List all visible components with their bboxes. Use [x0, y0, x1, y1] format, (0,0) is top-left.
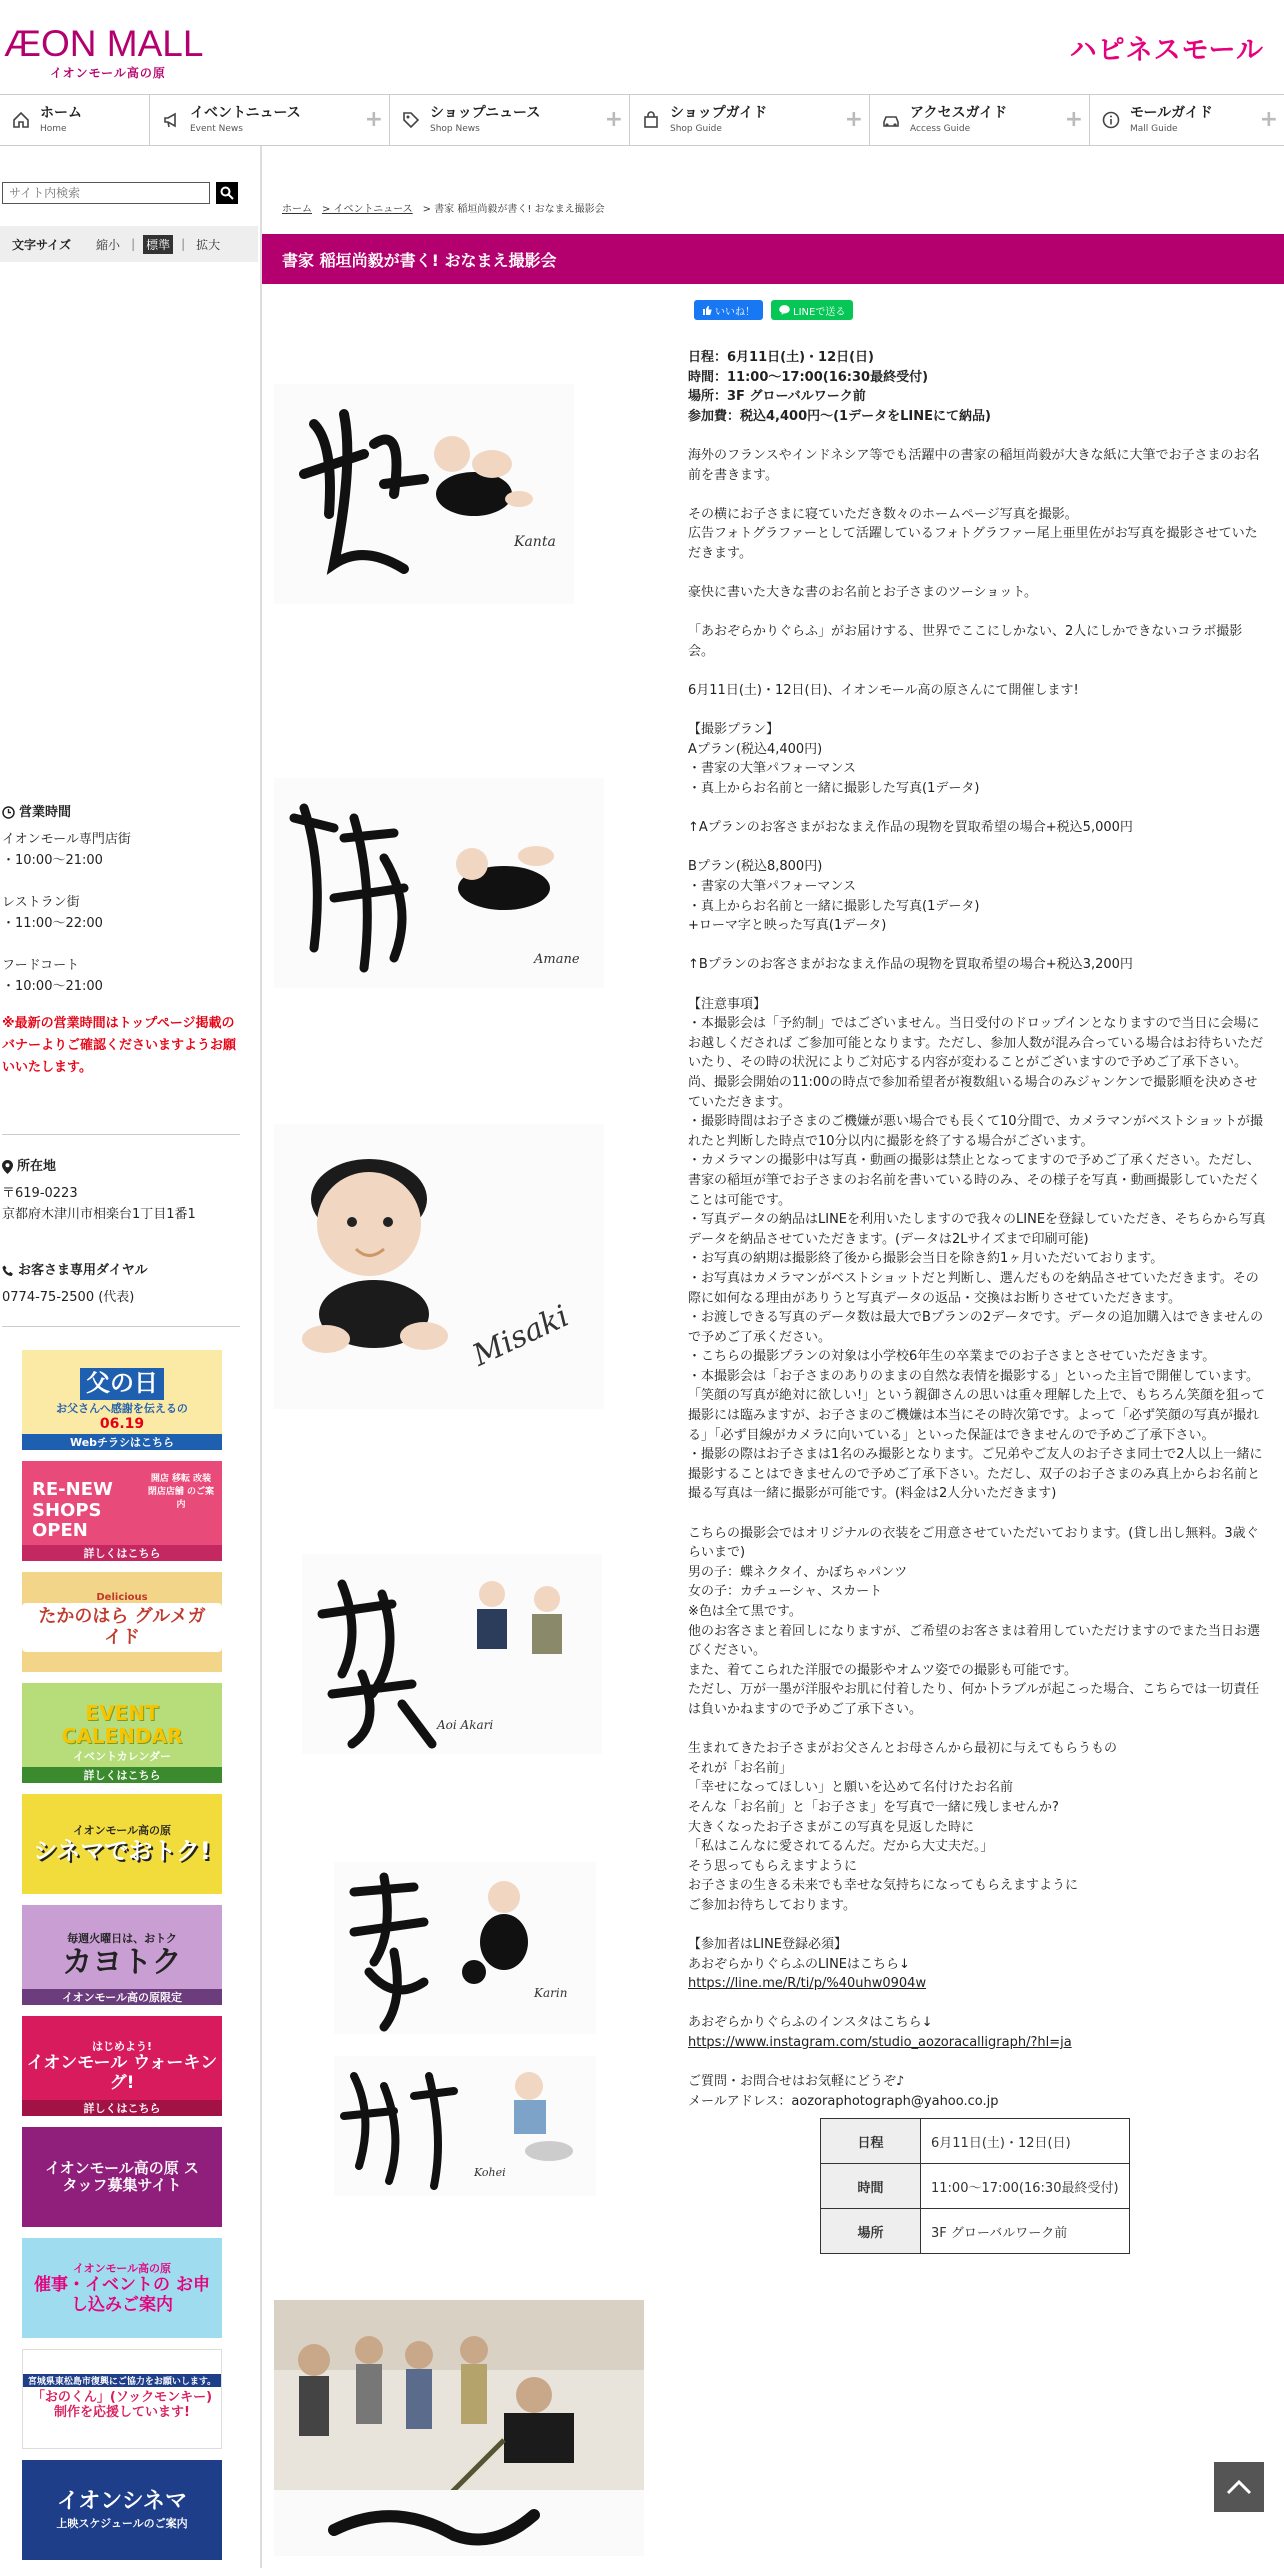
tag-icon	[400, 109, 422, 131]
spacer	[688, 1994, 1268, 2014]
table-key: 時間	[821, 2164, 921, 2209]
font-size-control	[0, 226, 258, 262]
phone-number[interactable]: 0774-75-2500 (代表)	[2, 1290, 135, 1305]
banner-link: 詳しくはこちら	[22, 1767, 222, 1783]
staff-recruit-banner[interactable]	[22, 2127, 222, 2227]
event-calendar-banner[interactable]	[22, 1683, 222, 1783]
article-line: ・真上からお名前と一緒に撮影した写真(1データ)	[688, 898, 980, 914]
spacer	[688, 936, 1268, 956]
article-body	[688, 348, 1268, 2111]
spacer	[688, 1504, 1268, 1524]
article-line: 生まれてきたお子さまがお父さんとお母さんから最初に与えてもらうもの	[688, 1741, 1118, 1757]
plus-icon: +	[844, 107, 863, 132]
nav-item-shop-guide[interactable]	[630, 95, 870, 145]
event-detail-line: 日程：6月11日(土)・12日(日)	[688, 350, 874, 365]
plus-icon: +	[364, 107, 383, 132]
info-icon	[1100, 109, 1122, 131]
banner-title: EVENT CALENDAR	[61, 1701, 183, 1748]
article-line: ↑Bプランのお客さまがおなまえ作品の現物を買取希望の場合+税込3,200円	[688, 957, 1133, 973]
breadcrumb	[282, 200, 605, 215]
hours-name: レストラン街	[2, 895, 80, 910]
article-line: 豪快に書いた大きな書のお名前とお子さまのツーショット。	[688, 585, 1038, 601]
article-line: あおぞらかりぐらふのLINEはこちら↓	[688, 1956, 910, 1972]
global-nav	[0, 94, 1284, 146]
kayotoku-banner[interactable]	[22, 1905, 222, 2005]
hours-notice: ※最新の営業時間はトップページ掲載のバナーよりご確認くださいますようお願いいたします。	[2, 1016, 237, 1075]
search-button[interactable]	[216, 182, 238, 204]
banner-link: イオンモール高の原限定	[22, 1989, 222, 2005]
table-row	[821, 2164, 1130, 2209]
event-photo	[274, 2300, 644, 2556]
aeon-cinema-banner[interactable]	[22, 2460, 222, 2560]
article-line: ・本撮影会は「お子さまのありのままの自然な表情を撮影する」といった主旨で開催しています。「笑顔の写真が絶対に欲しい!」という親御さんの思いは重々理解した上で、もちろん笑顔を狙って撮影には臨みますが、お子さまのご機嫌は本当にその時次第です。よって「必ず笑顔の写真が撮れる」「必ず目線がカメラに向いている」といった保証はできませんので予めご了承下さい。	[688, 1368, 1265, 1443]
banner-title: 父の日	[80, 1368, 164, 1400]
back-to-top-button[interactable]	[1214, 2462, 1264, 2512]
article-line: 【注意事項】	[688, 996, 767, 1012]
spacer	[688, 1720, 1268, 1740]
banner-title: イオンモール高の原 スタッフ募集サイト	[45, 2158, 199, 2194]
article-line: 海外のフランスやインドネシア等でも活躍中の書家の稲垣尚毅が大きな紙に大筆でお子さまのお名前を書きます。	[688, 447, 1260, 483]
separator: |	[181, 237, 186, 251]
banner-sub: 宮城県東松島市復興にご協力をお願いします。	[23, 2374, 221, 2387]
article-line: Aプラン(税込4,400円)	[688, 741, 823, 757]
nav-item-event-news[interactable]	[150, 95, 390, 145]
article-line: それが「お名前」	[688, 1760, 793, 1776]
sidebar	[0, 146, 262, 2568]
nav-item-mall-guide[interactable]	[1090, 95, 1284, 145]
table-value: 6月11日(土)・12日(日)	[921, 2119, 1130, 2164]
nav-label: ショップガイド	[670, 105, 768, 121]
breadcrumb-event-news[interactable]: > イベントニュース	[322, 204, 413, 215]
plus-icon: +	[1064, 107, 1083, 132]
nav-text	[670, 105, 767, 135]
logo-subtitle: イオンモール高の原	[50, 66, 166, 80]
photo-signature: Karin	[534, 1986, 568, 2000]
table-key: 場所	[821, 2209, 921, 2254]
nav-text	[910, 105, 1007, 135]
article-line: そんな「お名前」と「お子さま」を写真で一緒に残しませんか?	[688, 1799, 1059, 1815]
thumbs-up-icon	[702, 305, 712, 315]
event-info-table	[820, 2118, 1130, 2254]
divider	[2, 1134, 240, 1135]
walking-banner[interactable]	[22, 2016, 222, 2116]
gourmet-guide-banner[interactable]	[22, 1572, 222, 1672]
article-line: あおぞらかりぐらふのインスタはこちら↓	[688, 2015, 933, 2031]
nav-text	[1130, 105, 1213, 135]
name-photo	[274, 384, 574, 604]
cinema-deal-banner[interactable]	[22, 1794, 222, 1894]
nav-sublabel: Access Guide	[910, 124, 971, 134]
banner-title: 「おのくん」(ソックモンキー) 制作を応援しています!	[31, 2389, 213, 2420]
share-buttons	[694, 300, 853, 320]
event-detail-line: 参加費：税込4,400円～(1データをLINEにて納品)	[688, 408, 991, 424]
spacer	[688, 799, 1268, 819]
banner-sub: お父さんへ感謝を伝えるの	[56, 1401, 188, 1415]
table-value: 3F グローバルワーク前	[921, 2209, 1130, 2254]
article-line: 広告フォトグラファーとして活躍しているフォトグラファー尾上亜里佐がお写真を撮影させていただきます。	[688, 526, 1258, 561]
banner-sub: 毎週火曜日は、おトク	[67, 1931, 177, 1945]
hours-heading-label: 営業時間	[19, 805, 72, 820]
name-photo	[302, 1554, 602, 1754]
nav-label: ショップニュース	[430, 105, 541, 121]
event-detail-line: 場所：3F グローバルワーク前	[688, 389, 866, 405]
banner-sub: イオンモール高の原	[72, 2262, 171, 2276]
article-line: 「あおぞらかりぐらふ」がお届けする、世界でここにしかない、2人にしかできないコラボ撮影会。	[688, 624, 1243, 659]
search-icon	[220, 186, 234, 200]
spacer	[688, 662, 1268, 682]
line-share-button[interactable]	[771, 300, 853, 320]
facebook-like-button[interactable]	[694, 300, 763, 320]
font-size-large[interactable]: 拡大	[196, 237, 221, 252]
article-line: ・撮影の際はお子さまは1名のみ撮影となります。ご兄弟やご友人のお子さま同士で2人以上一緒に撮影することはできませんので予めご了承下さい。ただし、双子のお子さまのみ真上からお名前と撮る写真は一緒に撮影が可能です。(料金は2人分いただきます)	[688, 1447, 1263, 1502]
article-line: また、着てこられた洋服での撮影やオムツ姿での撮影も可能です。	[688, 1662, 1077, 1678]
banner-date: 06.19	[99, 1415, 145, 1432]
spacer	[688, 426, 1268, 446]
spacer	[688, 838, 1268, 858]
photo-signature: Amane	[534, 952, 580, 967]
article-line: ・お写真はカメラマンがベストショットだと判断し、選んだものを納品させていただきます。その際に如何なる理由がありうと写真データの返品・交換はお断りさせていただきます。	[688, 1270, 1259, 1306]
photo-signature: Aoi Akari	[437, 1718, 494, 1732]
banner-title: シネマでおトク!	[33, 1837, 211, 1866]
hours-name: フードコート	[2, 958, 80, 973]
spacer	[688, 1916, 1268, 1936]
name-photo	[274, 1124, 604, 1409]
nav-label: アクセスガイド	[910, 105, 1008, 121]
event-application-banner[interactable]	[22, 2238, 222, 2338]
article-line: ・カメラマンの撮影中は写真・動画の撮影は禁止となってますので予めご了承ください。ただし、書家の稲垣が筆でお子さまのお名前を書いている時のみ、その様子を写真・動画撮影していただくことは可能です。	[688, 1153, 1261, 1208]
article-line: ・お写真の納期は撮影終了後から撮影会当日を除き約1ヶ月いただいております。	[688, 1251, 1164, 1267]
logo-text: ÆON MALL	[4, 23, 204, 64]
page-title: 書家 稲垣尚毅が書く! おなまえ撮影会	[262, 234, 1284, 284]
divider	[2, 1326, 240, 1327]
nav-label: ホーム	[40, 105, 82, 121]
nav-item-access-guide[interactable]	[870, 95, 1090, 145]
banner-sub: 開店 移転 改装 閉店店舗 のご案内	[147, 1474, 215, 1510]
banner-link: 詳しくはこちら	[22, 1545, 222, 1561]
line-icon	[779, 305, 790, 315]
article-line: 女の子：カチューシャ、スカート	[688, 1584, 883, 1600]
article-line: その横にお子さまに寝ていただき数々のホームページ写真を撮影。	[688, 506, 1078, 522]
banner-title: カヨトク	[62, 1944, 182, 1980]
font-size-standard[interactable]: 標準	[143, 235, 173, 254]
article-line: ・本撮影会は「予約制」ではございません。当日受付のドロップインとなりますので当日に会場にお越しくだされば ご参加可能となります。ただし、参加人数が混み合っている場合はお待ちいただいたり、その時の状況によりご対応する内容が変わることがございますので予めご了承下さい。尚、撮影会開始の11:00の時点で参加希望者が複数組いる場合のみジャンケンで撮影順を決めさせていただきます。	[688, 1016, 1264, 1110]
postal-code: 〒619-0223	[2, 1186, 78, 1201]
font-size-small[interactable]: 縮小	[96, 237, 121, 252]
search-box	[2, 182, 210, 204]
phone-heading-label: お客さま専用ダイヤル	[18, 1263, 148, 1278]
article-line: 「幸せになってほしい」と願いを込めて名付けたお名前	[688, 1780, 1014, 1796]
business-hours	[2, 802, 240, 1079]
banner-sub: 上映スケジュールのご案内	[56, 2516, 188, 2530]
nav-sublabel: Shop News	[430, 124, 480, 134]
photo-signature: Kanta	[514, 534, 556, 550]
megaphone-icon	[160, 109, 182, 131]
banner-title: イオンモール ウォーキング!	[26, 2053, 218, 2093]
table-key: 日程	[821, 2119, 921, 2164]
article-line: 他のお客さまと着回しになりますが、ご希望のお客さまは着用していただけますのでまた当日お選びください。	[688, 1623, 1261, 1659]
spacer	[688, 975, 1268, 995]
banner-sub: はじめよう!	[91, 2040, 153, 2054]
nav-item-shop-news[interactable]	[390, 95, 630, 145]
breadcrumb-current: > 書家 稲垣尚毅が書く! おなまえ撮影会	[422, 204, 605, 215]
nav-sublabel: Mall Guide	[1130, 124, 1178, 134]
article-line: ただし、万が一墨が洋服やお肌に付着したり、何か卜ラブルが起こった場合、こちらでは一切責任は負いかねますので予めご了承下さい。	[688, 1682, 1260, 1717]
instagram-url-link[interactable]: https://www.instagram.com/studio_aozoracalligraph/?hl=ja	[688, 2035, 1072, 2051]
event-detail-line: 時間：11:00～17:00(16:30最終受付)	[688, 369, 929, 385]
contact-line: ご質問・お問合せはお気軽にどうぞ♪	[688, 2074, 905, 2090]
hours-name: イオンモール専門店街	[2, 832, 131, 847]
nav-text	[430, 105, 540, 135]
hours-time: ・10:00～21:00	[2, 853, 103, 868]
article-line: ↑Aプランのお客さまがおなまえ作品の現物を買取希望の場合+税込5,000円	[688, 820, 1133, 836]
spacer	[688, 701, 1268, 721]
happiness-mall-logo[interactable]: ハピネスモール	[1069, 35, 1264, 66]
separator: |	[131, 237, 136, 251]
article-line: ・書家の大筆パフォーマンス	[688, 761, 856, 777]
clock-icon	[2, 806, 15, 819]
article-line: ・真上からお名前と一緒に撮影した写真(1データ)	[688, 781, 980, 797]
article-line: ご参加お待ちしております。	[688, 1897, 856, 1913]
banner-sub: イオンモール高の原	[72, 1824, 171, 1838]
home-icon	[10, 109, 32, 131]
font-size-label: 文字サイズ	[12, 237, 72, 252]
article-line: ・こちらの撮影プランの対象は小学校6年生の卒業までのお子さまとさせていただきます。	[688, 1349, 1216, 1365]
phone	[2, 1260, 240, 1308]
address: 京都府木津川市相楽台1丁目1番1	[2, 1207, 196, 1222]
article-line: +ローマ字と映った写真(1データ)	[688, 918, 887, 934]
article-line: 【参加者はLINE登録必須】	[688, 1937, 848, 1953]
main-content	[262, 146, 1284, 2568]
pin-icon	[2, 1160, 13, 1174]
nav-sublabel: Event News	[190, 124, 243, 134]
article-line: 大きくなったお子さまがこの写真を見返した時に	[688, 1819, 975, 1835]
name-photo	[334, 2056, 596, 2196]
location	[2, 1156, 240, 1225]
fathers-day-banner[interactable]	[22, 1350, 222, 1450]
article-line: Bプラン(税込8,800円)	[688, 859, 823, 875]
banner-link: Webチラシはこちら	[22, 1434, 222, 1450]
nav-text	[40, 105, 82, 135]
article-line: こちらの撮影会ではオリジナルの衣装をご用意させていただいております。(貸し出し無料。3歳ぐらいまで)	[688, 1525, 1259, 1561]
location-heading	[2, 1156, 240, 1177]
nav-label: モールガイド	[1130, 105, 1213, 121]
plus-icon: +	[604, 107, 623, 132]
article-line: ・写真データの納品はLINEを利用いたしますので我々のLINEを登録していただき、そちらから写真データを納品させていただきます。(データは2Lサイズまで印刷可能)	[688, 1212, 1266, 1247]
aeon-mall-logo[interactable]	[4, 23, 214, 82]
line-share-label: LINEで送る	[793, 306, 846, 318]
bag-icon	[640, 109, 662, 131]
banner-title: イオンシネマ	[56, 2489, 188, 2515]
table-value: 11:00～17:00(16:30最終受付)	[921, 2164, 1130, 2209]
article-line: ※色は全て黒です。	[688, 1604, 802, 1619]
nav-text	[190, 105, 301, 135]
hours-time: ・11:00～22:00	[2, 916, 103, 931]
location-heading-label: 所在地	[17, 1159, 57, 1174]
article-line: ・撮影時間はお子さまのご機嫌が悪い場合でも長くて10分間で、カメラマンがベストショットが撮れたと判断した時点で10分以内に撮影を終了する場合がございます。	[688, 1114, 1264, 1149]
onokun-banner[interactable]	[22, 2349, 222, 2449]
phone-icon	[2, 1265, 14, 1277]
spacer	[688, 485, 1268, 505]
article-line: お子さまの生きる未来でも幸せな気持ちになってもらえますように	[688, 1878, 1079, 1894]
banner-title: RE-NEW SHOPS OPEN	[32, 1478, 113, 1542]
spacer	[688, 603, 1268, 623]
banner-link: 詳しくはこちら	[22, 2100, 222, 2116]
banner-title: たかのはら グルメガイド	[22, 1603, 222, 1652]
banner-sub: イベントカレンダー	[73, 1750, 171, 1763]
phone-heading	[2, 1260, 240, 1281]
nav-item-home[interactable]	[0, 95, 150, 145]
banner-title: 催事・イベントの お申し込みご案内	[34, 2275, 210, 2315]
name-photo	[334, 1862, 596, 2034]
article-line: そう思ってもらえますように	[688, 1858, 858, 1874]
facebook-like-label: いいね！	[715, 306, 755, 318]
search-input[interactable]	[3, 183, 209, 203]
plus-icon: +	[1259, 107, 1278, 132]
nav-sublabel: Home	[40, 124, 67, 134]
hours-time: ・10:00～21:00	[2, 979, 103, 994]
banner-list	[22, 1350, 222, 2568]
line-url-link[interactable]: https://line.me/R/ti/p/%40uhw0904w	[688, 1976, 927, 1992]
article-line: 男の子：蝶ネクタイ、かぼちゃパンツ	[688, 1564, 908, 1580]
name-photo	[274, 778, 604, 988]
nav-sublabel: Shop Guide	[670, 124, 722, 134]
table-row	[821, 2209, 1130, 2254]
car-icon	[880, 109, 902, 131]
article-line: ・お渡しできる写真のデータ数は最大でBプランの2データです。データの追加購入はできませんので予めご了承ください。	[688, 1310, 1264, 1345]
contact-line: メールアドレス：aozoraphotograph@yahoo.co.jp	[688, 2093, 999, 2109]
photo-signature: Kohei	[474, 2166, 506, 2179]
table-row	[821, 2119, 1130, 2164]
article-line: ・書家の大筆パフォーマンス	[688, 879, 856, 895]
arrow-up-icon	[1226, 2479, 1252, 2495]
photo-signature: Misaki	[467, 1298, 575, 1374]
hours-heading	[2, 802, 240, 823]
site-header	[0, 0, 1284, 92]
banner-sub: Delicious	[96, 1591, 148, 1603]
renewal-shops-banner[interactable]	[22, 1461, 222, 1561]
article-line: 「私はこんなに愛されてるんだ。だから大丈夫だ。」	[688, 1839, 994, 1855]
article-line: 6月11日(土)・12日(日)、イオンモール高の原さんにて開催します!	[688, 683, 1079, 699]
article-line: 【撮影プラン】	[688, 722, 780, 738]
breadcrumb-home[interactable]: ホーム	[282, 204, 312, 215]
nav-label: イベントニュース	[190, 105, 301, 121]
spacer	[688, 2053, 1268, 2073]
spacer	[688, 564, 1268, 584]
